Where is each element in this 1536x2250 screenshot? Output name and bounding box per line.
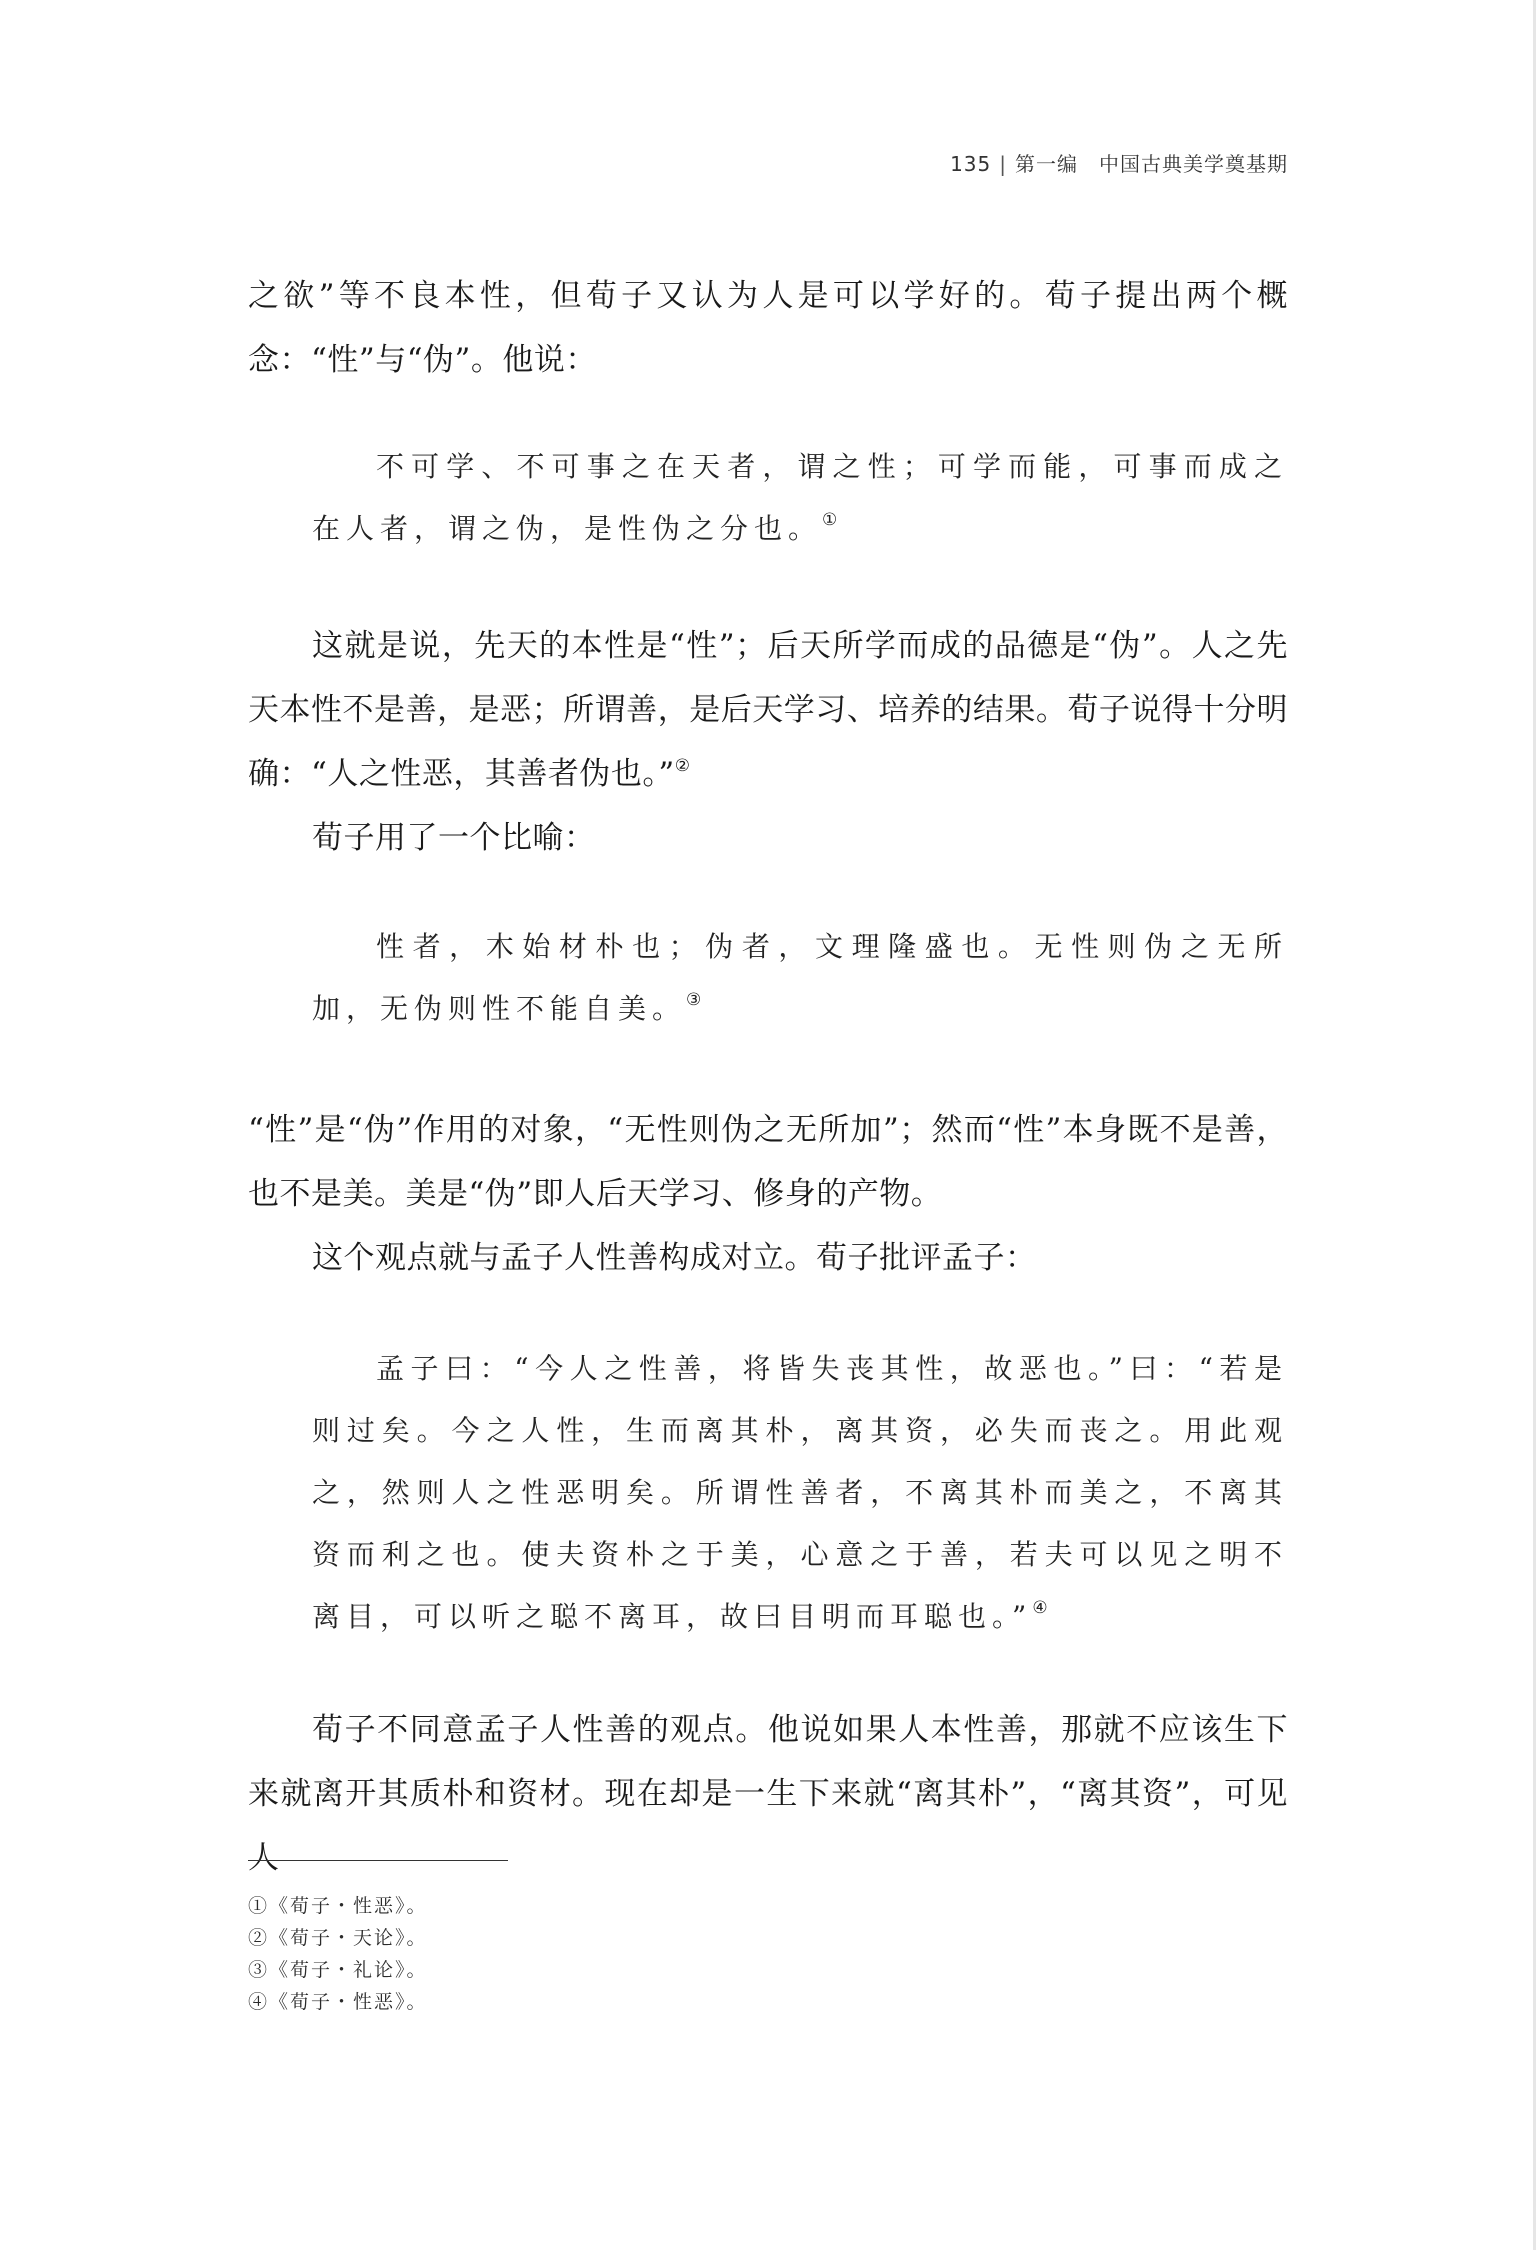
paragraph-4 bbox=[248, 1098, 1288, 1290]
quote-1-text bbox=[312, 436, 1288, 560]
paragraph-5-text: 这个观点就与孟子人性善构成对立。荀子批评孟子： bbox=[312, 1240, 1037, 1276]
paragraph-2 bbox=[248, 614, 1288, 870]
header-separator: | bbox=[999, 152, 1007, 176]
quote-2-body: 性者，木始材朴也；伪者，文理隆盛也。无性则伪之无所加，无伪则性不能自美。 bbox=[312, 930, 1288, 1025]
footnote-ref-4: ④ bbox=[1032, 1598, 1048, 1618]
quote-3-text bbox=[312, 1338, 1288, 1648]
paragraph-3-text: 荀子用了一个比喻： bbox=[312, 820, 596, 856]
footnote-2: ②《荀子・天论》。 bbox=[248, 1927, 428, 1949]
paragraph-6-text: 荀子不同意孟子人性善的观点。他说如果人本性善，那就不应该生下来就离开其质朴和资材。现在却是一生下来就“离其朴”，“离其资”，可见人 bbox=[248, 1712, 1288, 1876]
quote-2-text bbox=[312, 916, 1288, 1040]
quote-2 bbox=[312, 916, 1288, 1040]
quote-3 bbox=[312, 1338, 1288, 1648]
paragraph-1 bbox=[248, 264, 1288, 392]
paragraph-2-text bbox=[248, 614, 1288, 806]
quote-1 bbox=[312, 436, 1288, 560]
footnote-ref-3: ③ bbox=[686, 990, 702, 1010]
paragraph-2-body: 这就是说，先天的本性是“性”；后天所学而成的品德是“伪”。人之先天本性不是善，是恶；所谓善，是后天学习、培养的结果。荀子说得十分明确：“人之性恶，其善者伪也。” bbox=[248, 628, 1288, 792]
paragraph-1-text: 之欲”等不良本性，但荀子又认为人是可以学好的。荀子提出两个概念：“性”与“伪”。他说： bbox=[248, 278, 1288, 378]
paragraph-4-text: “性”是“伪”作用的对象，“无性则伪之无所加”；然而“性”本身既不是善，也不是美。美是“伪”即人后天学习、修身的产物。 bbox=[248, 1112, 1288, 1212]
footnote-4: ④《荀子・性恶》。 bbox=[248, 1991, 428, 2013]
footnotes bbox=[248, 1890, 848, 2018]
footnote-3: ③《荀子・礼论》。 bbox=[248, 1959, 428, 1981]
footnote-ref-1: ① bbox=[822, 510, 838, 530]
footnote-1: ①《荀子・性恶》。 bbox=[248, 1895, 428, 1917]
paragraph-6 bbox=[248, 1698, 1288, 1890]
footnote-divider bbox=[248, 1860, 508, 1861]
section-title: 第一编 中国古典美学奠基期 bbox=[1015, 152, 1288, 176]
quote-3-body: 孟子曰：“今人之性善，将皆失丧其性，故恶也。”曰：“若是则过矣。今之人性，生而离其朴，离其资，必失而丧之。用此观之，然则人之性恶明矣。所谓性善者，不离其朴而美之，不离其资而利之也。使夫资朴之于美，心意之于善，若夫可以见之明不离目，可以听之聪不离耳，故曰目明而耳聪也。” bbox=[312, 1352, 1288, 1633]
running-header bbox=[950, 148, 1288, 177]
page-number: 135 bbox=[950, 152, 992, 176]
quote-1-body: 不可学、不可事之在天者，谓之性；可学而能，可事而成之在人者，谓之伪，是性伪之分也。 bbox=[312, 450, 1288, 545]
footnote-ref-2: ② bbox=[674, 756, 690, 776]
